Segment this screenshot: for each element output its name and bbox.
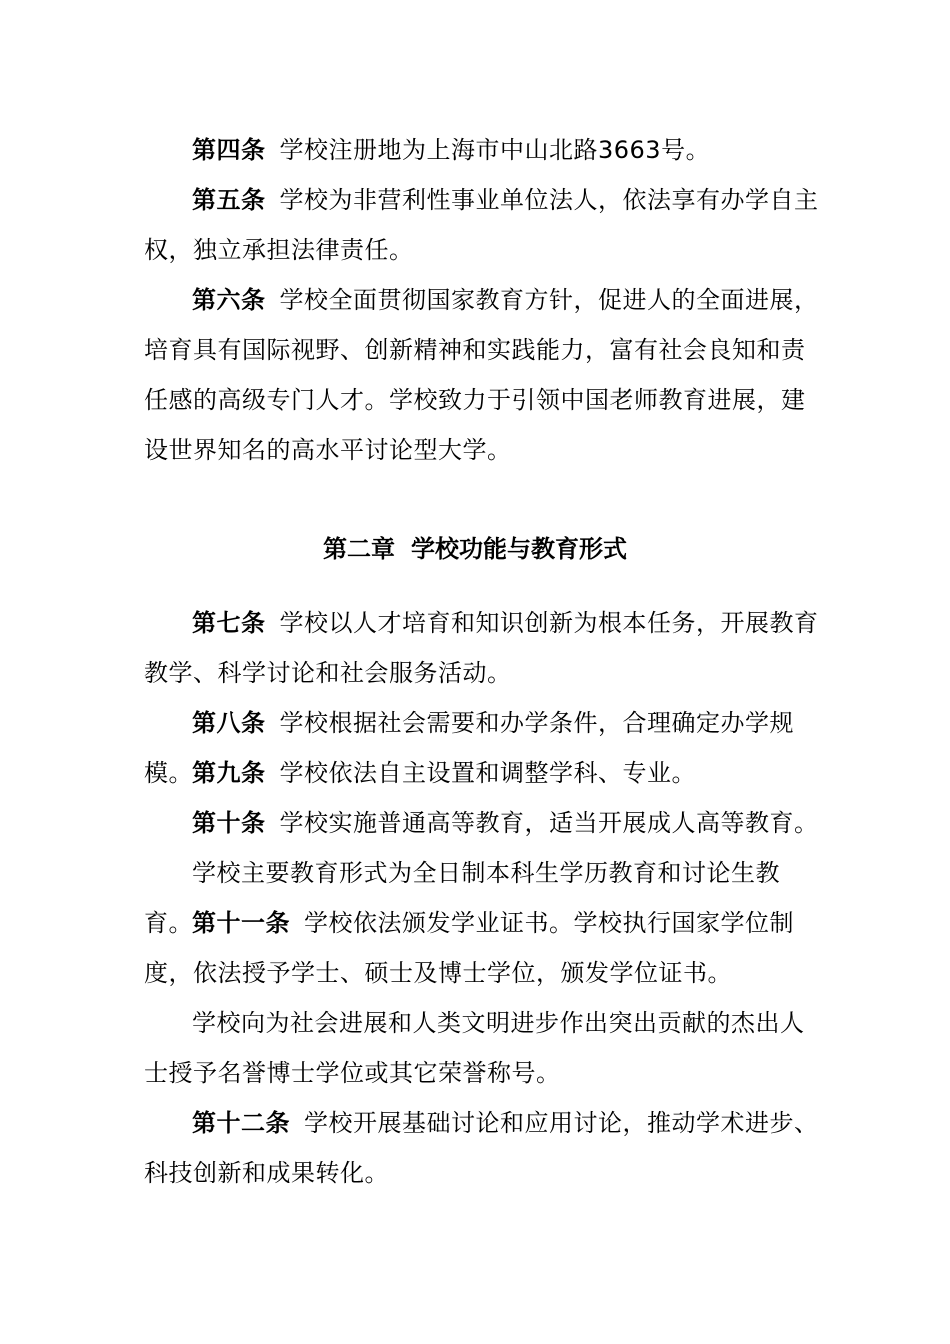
article-5 — [144, 175, 824, 275]
article-label: 第七条 — [192, 609, 266, 637]
article-text: 学校以人才培育和知识创新为根本任务，开展教育教学、科学讨论和社会服务活动。 — [144, 609, 819, 687]
article-label: 第九条 — [192, 759, 266, 787]
article-12 — [144, 1098, 824, 1198]
article-text: 学校为非营利性事业单位法人，依法享有办学自主权，独立承担法律责任。 — [144, 186, 819, 264]
article-text: 学校根据社会需要和办学条件，合理确定办学规模。 — [144, 709, 794, 787]
article-label: 第五条 — [192, 186, 266, 214]
chapter-number: 第二章 — [323, 535, 395, 563]
article-label: 第四条 — [192, 136, 266, 164]
article-11-paragraph — [144, 998, 824, 1098]
article-label: 第六条 — [192, 286, 266, 314]
article-text: 学校实施普通高等教育，适当开展成人高等教育。 — [279, 809, 819, 837]
article-4 — [144, 125, 824, 175]
article-10 — [144, 798, 824, 848]
article-7 — [144, 598, 824, 698]
article-6 — [144, 275, 824, 475]
article-text: 学校主要教育形式为全日制本科生学历教育和讨论生教育。 — [144, 859, 780, 937]
article-text: 学校向为社会进展和人类文明进步作出突出贡献的杰出人士授予名誉博士学位或其它荣誉称号。 — [144, 1009, 805, 1087]
article-text: 学校依法颁发学业证书。学校执行国家学位制度，依法授予学士、硕士及博士学位，颁发学位证书。 — [144, 909, 794, 987]
article-text: 学校注册地为上海市中山北路3663号。 — [279, 136, 711, 164]
chapter-heading — [0, 524, 950, 574]
article-9 — [144, 748, 824, 798]
article-label: 第八条 — [192, 709, 266, 737]
article-11 — [144, 898, 824, 998]
article-text: 学校开展基础讨论和应用讨论，推动学术进步、科技创新和成果转化。 — [144, 1109, 819, 1187]
article-label: 第十一条 — [192, 909, 290, 937]
article-label: 第十条 — [192, 809, 266, 837]
chapter-title: 学校功能与教育形式 — [411, 535, 627, 563]
article-text: 学校全面贯彻国家教育方针，促进人的全面进展，培育具有国际视野、创新精神和实践能力，富有社会良知和责任感的高级专门人才。学校致力于引领中国老师教育进展，建设世界知名的高水平讨论型大学。 — [144, 286, 819, 464]
article-text: 学校依法自主设置和调整学科、专业。 — [279, 759, 696, 787]
article-label: 第十二条 — [192, 1109, 290, 1137]
